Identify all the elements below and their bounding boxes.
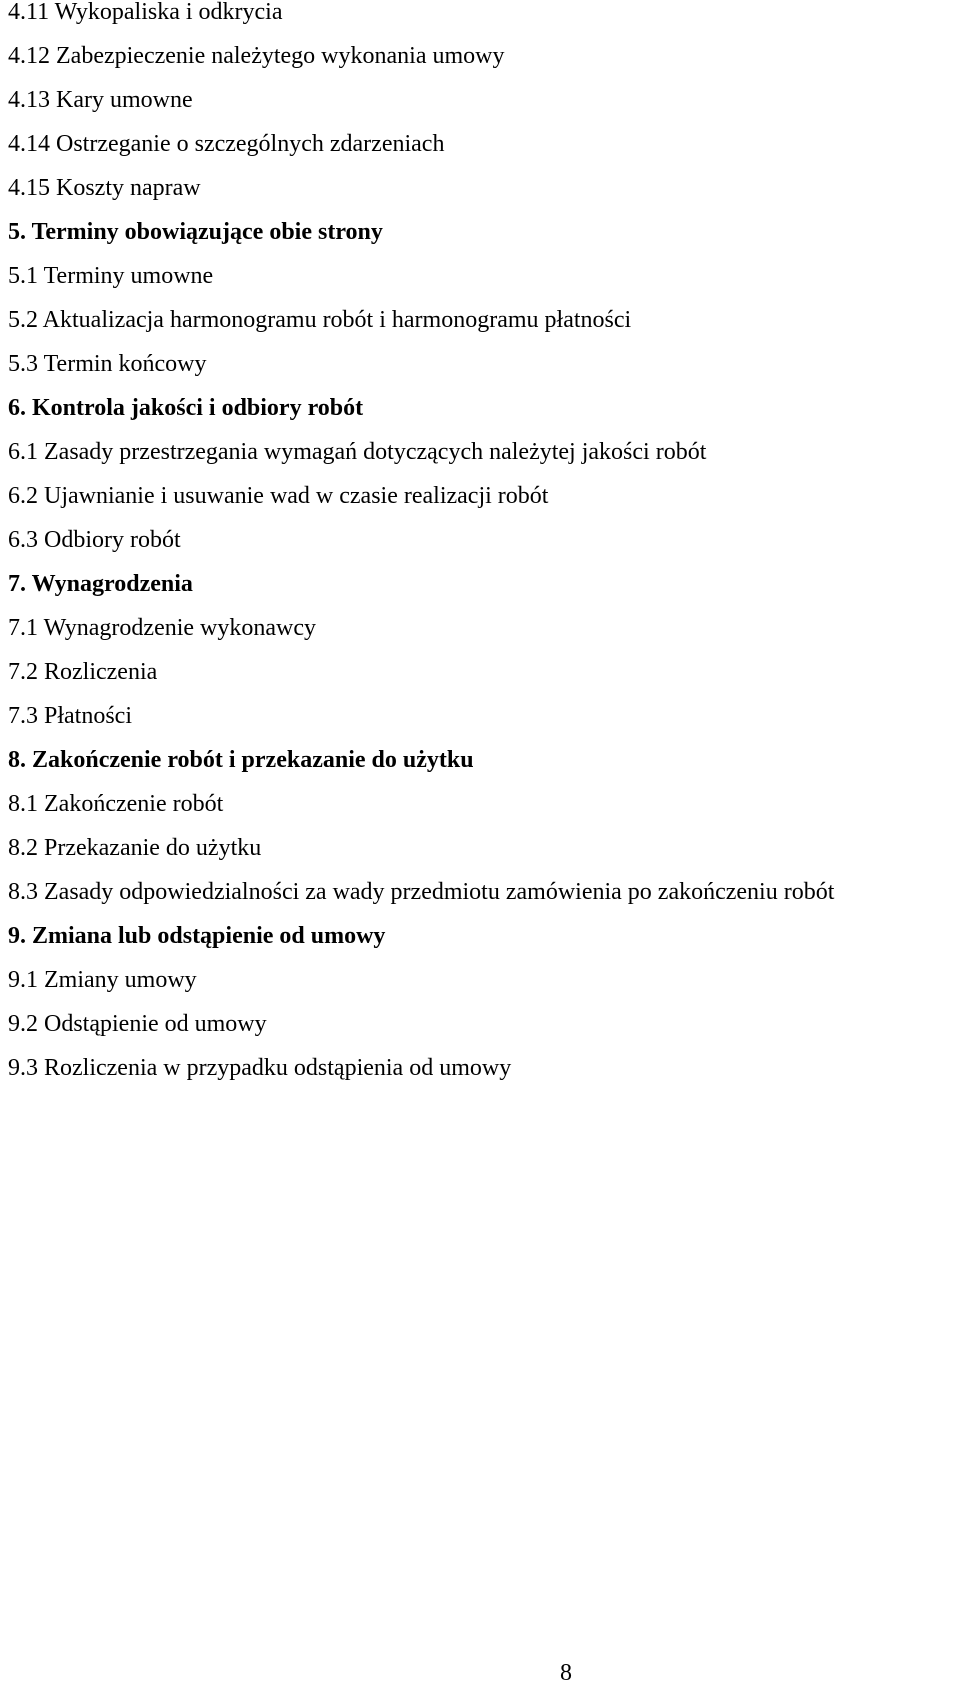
toc-section-heading: 9. Zmiana lub odstąpienie od umowy	[8, 923, 386, 949]
toc-section-heading: 7. Wynagrodzenia	[8, 571, 193, 597]
toc-subsection-item: 8.2 Przekazanie do użytku	[8, 835, 262, 861]
toc-subsection-item: 6.2 Ujawnianie i usuwanie wad w czasie realizacji robót	[8, 483, 549, 509]
toc-subsection-item: 5.2 Aktualizacja harmonogramu robót i harmonogramu płatności	[8, 307, 632, 333]
toc-subsection-item: 7.3 Płatności	[8, 703, 132, 729]
page-number: 8	[560, 1660, 572, 1686]
toc-subsection-item: 8.3 Zasady odpowiedzialności za wady przedmiotu zamówienia po zakończeniu robót	[8, 879, 835, 905]
toc-subsection-item: 9.1 Zmiany umowy	[8, 967, 197, 993]
table-of-contents	[8, 0, 952, 1100]
toc-subsection-item: 9.3 Rozliczenia w przypadku odstąpienia od umowy	[8, 1055, 512, 1081]
toc-subsection-item: 7.1 Wynagrodzenie wykonawcy	[8, 615, 317, 641]
toc-subsection-item: 5.1 Terminy umowne	[8, 263, 214, 289]
toc-subsection-item: 9.2 Odstąpienie od umowy	[8, 1011, 267, 1037]
toc-subsection-item: 4.14 Ostrzeganie o szczególnych zdarzeniach	[8, 131, 445, 157]
toc-subsection-item: 6.3 Odbiory robót	[8, 527, 181, 553]
toc-subsection-item: 4.12 Zabezpieczenie należytego wykonania umowy	[8, 43, 505, 69]
toc-subsection-item: 6.1 Zasady przestrzegania wymagań dotyczących należytej jakości robót	[8, 439, 707, 465]
toc-subsection-item: 7.2 Rozliczenia	[8, 659, 158, 685]
toc-section-heading: 5. Terminy obowiązujące obie strony	[8, 219, 383, 245]
toc-subsection-item: 8.1 Zakończenie robót	[8, 791, 224, 817]
toc-subsection-item: 4.13 Kary umowne	[8, 87, 193, 113]
toc-section-heading: 6. Kontrola jakości i odbiory robót	[8, 395, 364, 421]
toc-subsection-item: 4.11 Wykopaliska i odkrycia	[8, 0, 283, 25]
toc-subsection-item: 4.15 Koszty napraw	[8, 175, 201, 201]
toc-subsection-item: 5.3 Termin końcowy	[8, 351, 207, 377]
toc-section-heading: 8. Zakończenie robót i przekazanie do użytku	[8, 747, 474, 773]
